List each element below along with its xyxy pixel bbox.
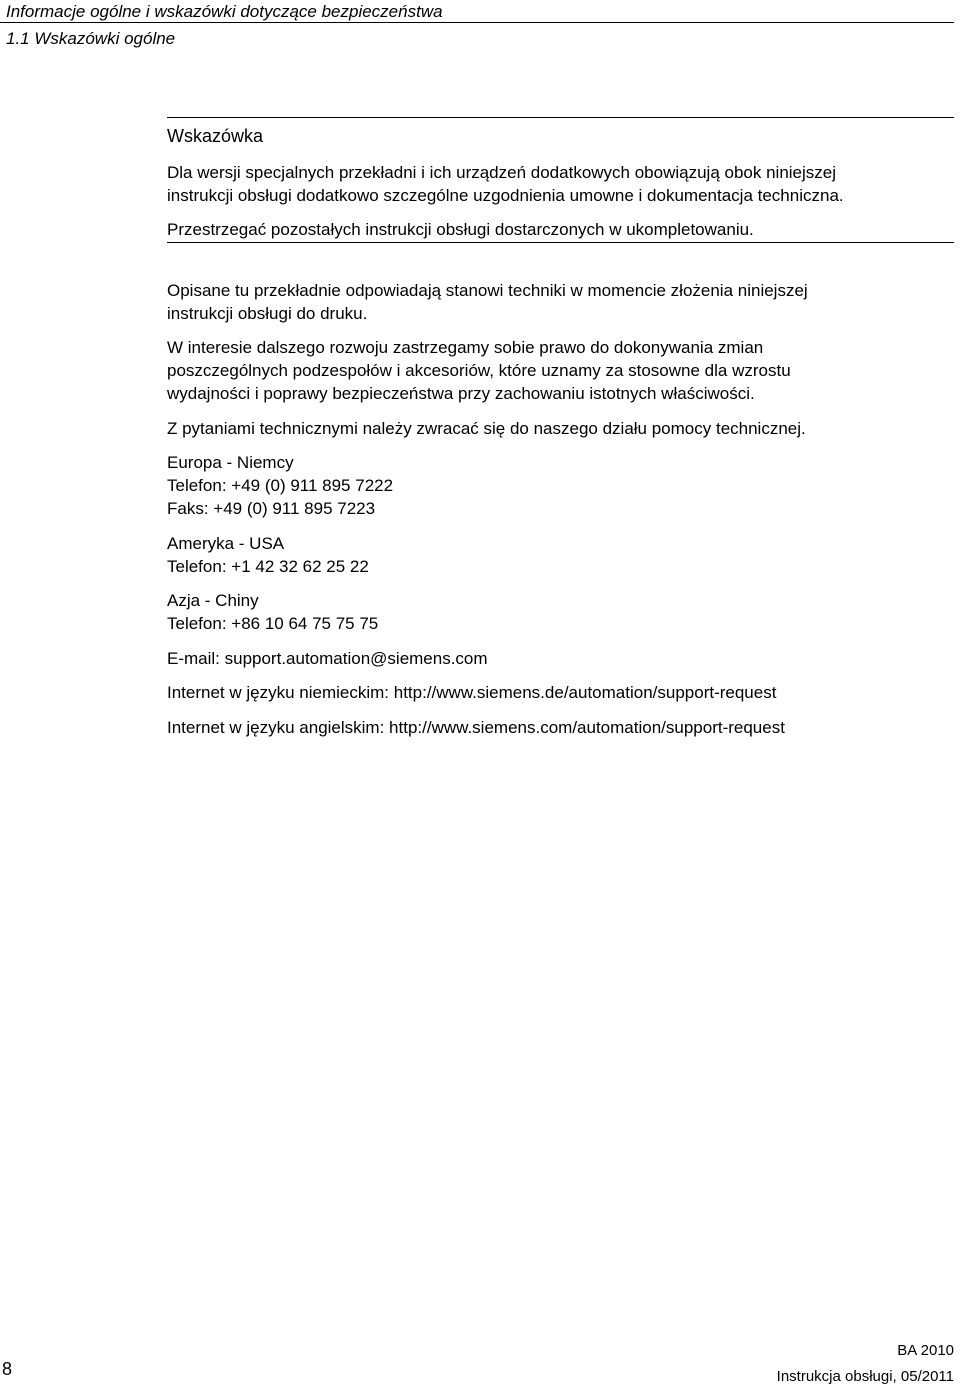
internet-link-english: Internet w języku angielskim: http://www.siemens.com/automation/support-request xyxy=(167,718,785,737)
support-paragraph: Z pytaniami technicznymi należy zwracać się do naszego działu pomocy technicznej. xyxy=(167,419,806,438)
contact-region-asia: Azja - Chiny xyxy=(167,591,259,610)
notice-line: Przestrzegać pozostałych instrukcji obsługi dostarczonych w ukompletowaniu. xyxy=(167,220,754,239)
paragraph-line: poszczególnych podzespołów i akcesoriów, które uznamy za stosowne dla wzrostu xyxy=(167,361,791,380)
internet-link-german: Internet w języku niemieckim: http://www.siemens.de/automation/support-request xyxy=(167,683,777,702)
contact-phone-europe: Telefon: +49 (0) 911 895 7222 xyxy=(167,476,394,495)
contact-phone-asia: Telefon: +86 10 64 75 75 75 xyxy=(167,614,379,633)
paragraph-line: W interesie dalszego rozwoju zastrzegamy sobie prawo do dokonywania zmian xyxy=(167,338,764,357)
contact-email: E-mail: support.automation@siemens.com xyxy=(167,649,488,668)
contact-phone-america: Telefon: +1 42 32 62 25 22 xyxy=(167,557,369,576)
contact-region-europe: Europa - Niemcy xyxy=(167,453,294,472)
header-divider xyxy=(0,22,954,23)
notice-bottom-rule xyxy=(167,242,954,243)
notice-line: Dla wersji specjalnych przekładni i ich urządzeń dodatkowych obowiązują obok niniejszej xyxy=(167,163,837,182)
paragraph-line: instrukcji obsługi do druku. xyxy=(167,304,368,323)
page-number: 8 xyxy=(2,1359,13,1379)
contact-region-america: Ameryka - USA xyxy=(167,534,285,553)
notice-top-rule xyxy=(167,117,954,118)
contact-fax-europe: Faks: +49 (0) 911 895 7223 xyxy=(167,499,376,518)
document-code: BA 2010 xyxy=(897,1342,954,1359)
section-title: 1.1 Wskazówki ogólne xyxy=(6,29,176,48)
notice-title: Wskazówka xyxy=(167,126,264,146)
chapter-title: Informacje ogólne i wskazówki dotyczące bezpieczeństwa xyxy=(6,2,443,21)
notice-line: instrukcji obsługi dodatkowo szczególne uzgodnienia umowne i dokumentacja techniczna. xyxy=(167,186,844,205)
paragraph-line: Opisane tu przekładnie odpowiadają stanowi techniki w momencie złożenia niniejszej xyxy=(167,281,808,300)
document-edition: Instrukcja obsługi, 05/2011 xyxy=(776,1368,954,1385)
paragraph-line: wydajności i poprawy bezpieczeństwa przy zachowaniu istotnych właściwości. xyxy=(167,384,755,403)
